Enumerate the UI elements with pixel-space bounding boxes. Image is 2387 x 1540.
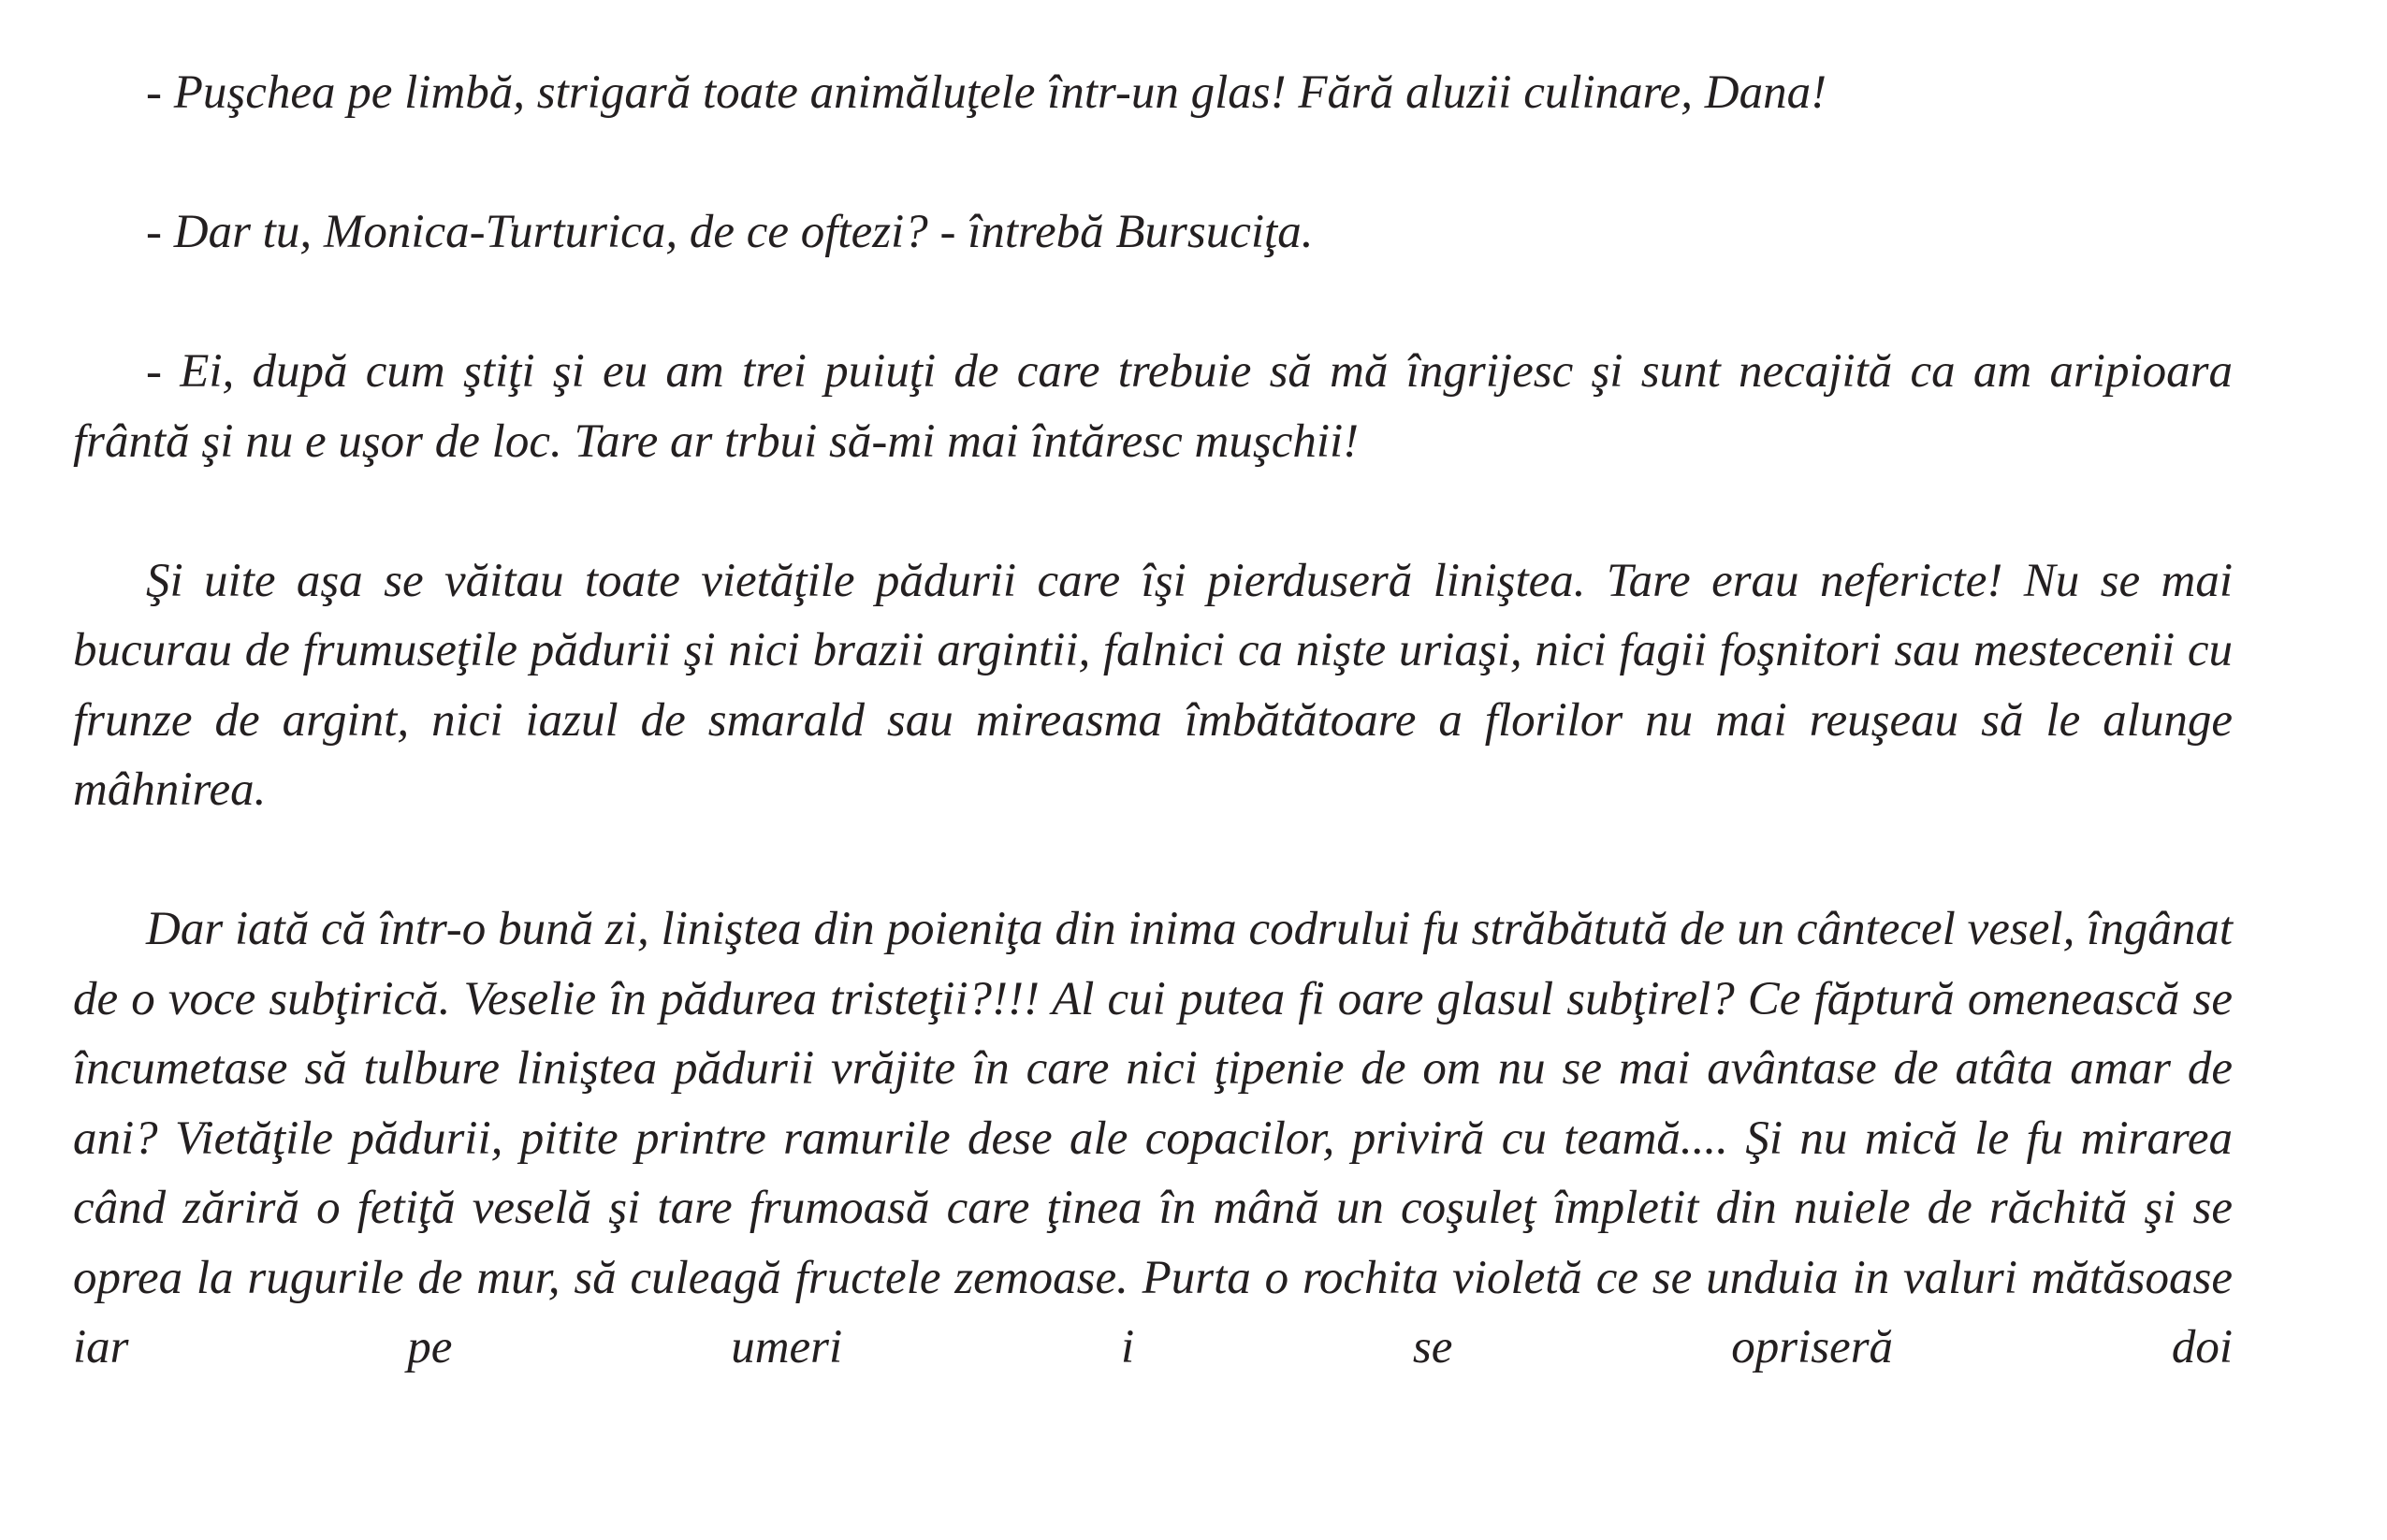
paragraph-5: Dar iată că într-o bună zi, liniştea din poieniţa din inima codrului fu străbătută de un cântecel vesel, îngânat de o voce subţirică. Veselie în pădurea tristeţii?!!! Al cui putea fi oare glasul subţirel? Ce făptură omenească se încumetase să tulbure liniştea pădurii vrăjite în care nici ţipenie de om nu se mai avântase de atâta amar de ani? Vietăţile pădurii, pitite printre ramurile dese ale copacilor, priviră cu teamă.... Şi nu mică le fu mirarea când zăriră o fetiţă veselă şi tare frumoasă care ţinea în mână un coşuleţ împletit din nuiele de răchită şi se oprea la rugurile de mur, să culeagă fructele zemoase. Purta o rochita violetă ce se unduia in valuri mătăsoase iar pe umeri i se opriseră doi xyxy=(73,903,2233,1373)
paragraph-1: - Puşchea pe limbă, strigară toate animăluţele într-un glas! Fără aluzii culinare, Dana! xyxy=(146,66,1827,119)
document-page xyxy=(73,58,2233,1383)
paragraph-4: Şi uite aşa se văitau toate vietăţile pădurii care îşi pierduseră liniştea. Tare erau nefericte! Nu se mai bucurau de frumuseţile pădurii şi nici brazii argintii, falnici ca nişte uriaşi, nici fagii foşnitori sau mestecenii cu frunze de argint, nici iazul de smarald sau mireasma îmbătătoare a florilor nu mai reuşeau să le alunge mâhnirea. xyxy=(73,554,2233,816)
paragraph-2: - Dar tu, Monica-Turturica, de ce oftezi? - întrebă Bursuciţa. xyxy=(146,206,1314,258)
paragraph-3: - Ei, după cum ştiţi şi eu am trei puiuţi de care trebuie să mă îngrijesc şi sunt necajită ca am aripioara frântă şi nu e uşor de loc. Tare ar trbui să-mi mai întăresc muşchii! xyxy=(73,345,2233,468)
